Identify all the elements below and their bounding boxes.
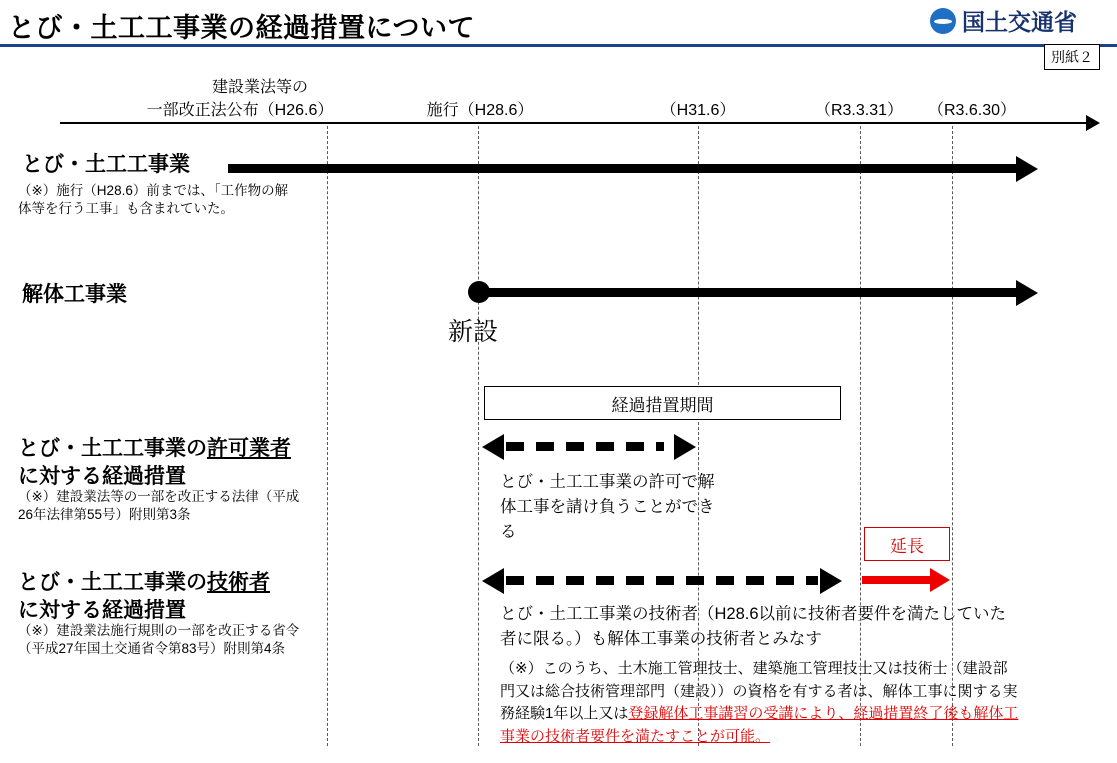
tick-label-1: 施行（H28.6） [426, 102, 534, 119]
engineer-dashed-line [506, 576, 818, 585]
engineer-body-text: とび・土工工事業の技術者（H28.6以前に技術者要件を満たしていた者に限る。）も解体工事業の技術者とみなす [500, 605, 1007, 648]
row-kaitai-title: 解体工事業 [22, 283, 127, 306]
measures-period-box: 経過措置期間 [484, 386, 841, 420]
row-permit-title-line2: に対する経過措置 [18, 465, 186, 488]
attachment-badge: 別紙２ [1044, 44, 1100, 70]
tick-label-4: （R3.6.30） [927, 102, 1017, 119]
tick-label-0-line1: 建設業法等の [211, 79, 308, 96]
row-engineer-title-line1 [18, 566, 270, 596]
timeline-axis [60, 122, 1090, 124]
row-permit-title-line1 [18, 432, 291, 462]
permit-body-text: とび・土工工事業の許可で解体工事を請け負うことができる [500, 473, 715, 541]
kaitai-arrow-line [478, 288, 1018, 297]
row-tobi-note: （※）施行（H28.6）前までは、「工作物の解体等を行う工事」も含まれていた。 [18, 183, 289, 217]
engineer-arrow-head-right-icon [820, 568, 842, 594]
tobi-arrow-head-icon [1016, 156, 1038, 182]
ministry-logo-icon [930, 8, 956, 34]
header-divider [0, 44, 1117, 47]
permit-arrow-head-left-icon [482, 434, 504, 460]
engineer-extension-arrow-head-icon [930, 568, 950, 592]
timeline-gridline-r3331 [860, 126, 862, 746]
engineer-arrow-head-left-icon [482, 568, 504, 594]
engineer-subnote-black: （※）このうち、土木施工管理技士、建築施工管理技士又は技術士（建設部門又は総合技術管理部門（建設））の資格を有する者は、解体工事に関する実務経験1年以上又は [500, 660, 1018, 722]
ministry-logo [930, 4, 1077, 37]
permit-dashed-line [506, 442, 664, 451]
row-permit-title-underline: 許可業者 [207, 437, 291, 460]
tobi-arrow-line [228, 164, 1018, 173]
timeline-axis-arrow-icon [1086, 115, 1100, 131]
engineer-subnote-red: 登録解体工事講習の受講により、経過措置終了後も解体工事業の技術者要件を満たすことが可能。 [500, 705, 1019, 745]
tick-label-0-line2: 一部改正法公布（H26.6） [146, 102, 334, 119]
row-permit-note: （※）建設業法等の一部を改正する法律（平成26年法律第55号）附則第3条 [18, 489, 300, 523]
tick-label-2: （H31.6） [660, 102, 736, 119]
timeline-gridline-r3630 [952, 126, 954, 746]
engineer-extension-arrow-line [862, 576, 932, 584]
timeline-gridline-h28 [478, 126, 480, 746]
extension-box: 延長 [864, 527, 950, 561]
kaitai-new-label: 新設 [448, 318, 499, 346]
row-permit-title-plain: とび・土工工事業の [18, 437, 207, 460]
engineer-subnote [500, 658, 1020, 748]
permit-arrow-head-right-icon [674, 434, 696, 460]
row-engineer-title-plain: とび・土工工事業の [18, 571, 207, 594]
timeline-gridline-h31 [698, 126, 700, 746]
timeline-gridline-h26 [327, 126, 329, 746]
ministry-name: 国土交通省 [962, 9, 1077, 35]
header-bar [0, 0, 1117, 46]
kaitai-arrow-head-icon [1016, 280, 1038, 306]
row-engineer-note: （※）建設業法施行規則の一部を改正する省令（平成27年国土交通省令第83号）附則第4条 [18, 623, 300, 657]
page-title: とび・土工工事業の経過措置について [8, 13, 475, 43]
row-tobi-title: とび・土工工事業 [22, 153, 190, 176]
row-engineer-title-underline: 技術者 [207, 571, 270, 594]
row-engineer-title-line2: に対する経過措置 [18, 599, 186, 622]
tick-label-3: （R3.3.31） [814, 102, 904, 119]
